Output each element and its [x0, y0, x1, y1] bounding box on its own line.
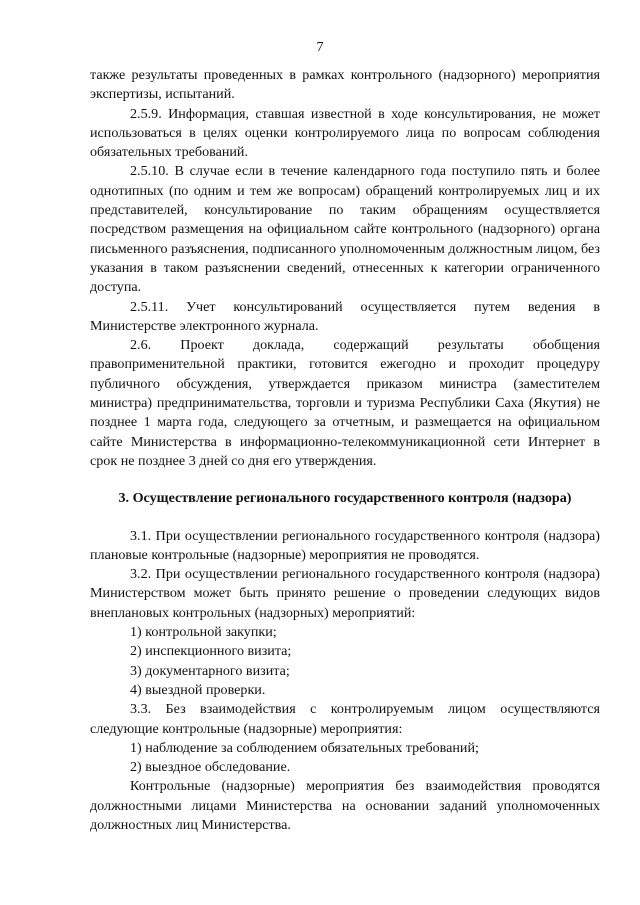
page-number: 7 — [316, 40, 324, 55]
paragraph-final: Контрольные (надзорные) мероприятия без взаимодействия проводятся должностными лицами Министерства на основании заданий уполномоченных должностных лиц Министерства. — [90, 778, 600, 833]
list-item: 1) наблюдение за соблюдением обязательных требований; — [130, 739, 479, 756]
list-item: 3) документарного визита; — [130, 662, 290, 679]
continuation-paragraph: также результаты проведенных в рамках контрольного (надзорного) мероприятия экспертизы, испытаний. — [90, 67, 600, 103]
paragraph-2-6: 2.6. Проект доклада, содержащий результаты обобщения правоприменительной практики, готовится ежегодно и проходит процедуру публичного обсуждения, утверждается приказом министра (заместителем министра) предпринимательства, торговли и туризма Республики Саха (Якутия) не позднее 1 марта года, следующего за отчетным, и размещается на официальном сайте Министерства в информационно-телекоммуникационной сети Интернет в срок не позднее 3 дней со дня его утверждения. — [90, 337, 600, 469]
paragraph-2-5-9: 2.5.9. Информация, ставшая известной в ходе консультирования, не может использоваться в целях оценки контролируемого лица по вопросам соблюдения обязательных требований. — [90, 105, 600, 161]
list-item: 1) контрольной закупки; — [130, 624, 277, 641]
list-item: 2) инспекционного визита; — [130, 643, 292, 660]
list-item: 4) выездной проверки. — [130, 681, 266, 698]
section-heading: 3. Осуществление регионального государственного контроля (надзора) — [118, 490, 572, 507]
paragraph-2-5-10: 2.5.10. В случае если в течение календарного года поступило пять и более однотипных (по одним и тем же вопросам) обращений контролируемых лиц и их представителей, консультирование по таким обращениям осуществляется посредством размещения на официальном сайте контрольного (надзорного) органа письменного разъяснения, подписанного уполномоченным должностным лицом, без указания в таком разъяснении сведений, отнесенных к категории ограниченного доступа. — [90, 163, 600, 296]
document-body — [90, 66, 600, 835]
paragraph-2-5-11: 2.5.11. Учет консультирований осуществляется путем ведения в Министерстве электронного журнала. — [90, 298, 600, 334]
paragraph-3-3: 3.3. Без взаимодействия с контролируемым лицом осуществляются следующие контрольные (надзорные) мероприятия: — [90, 701, 600, 737]
paragraph-3-1: 3.1. При осуществлении регионального государственного контроля (надзора) плановые контрольные (надзорные) мероприятия не проводятся. — [90, 527, 600, 563]
paragraph-3-2: 3.2. При осуществлении регионального государственного контроля (надзора) Министерством может быть принято решение о проведении следующих видов внеплановых контрольных (надзорных) мероприятий: — [90, 566, 600, 621]
list-item: 2) выездное обследование. — [130, 759, 291, 776]
